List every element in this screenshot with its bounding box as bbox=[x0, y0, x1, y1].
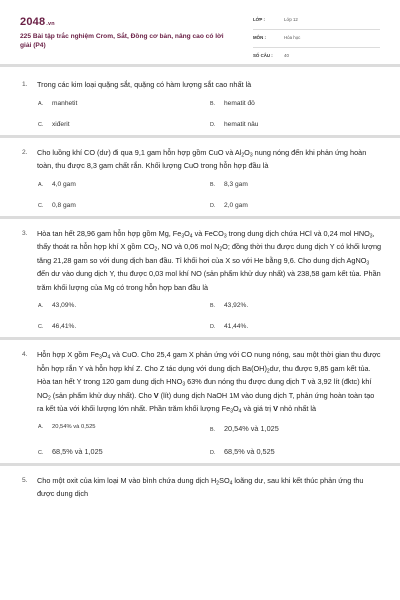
option-text: 4,0 gam bbox=[52, 180, 76, 188]
question-1 bbox=[0, 70, 400, 138]
option-text: 68,5% và 1,025 bbox=[52, 446, 103, 456]
question-number: 3. bbox=[22, 229, 28, 237]
option-text: 20,54% và 0,525 bbox=[52, 423, 96, 430]
question-number: 4. bbox=[22, 351, 28, 358]
option-text: 43,92%. bbox=[224, 302, 249, 309]
option-text: 0,8 gam bbox=[52, 201, 76, 209]
logo-text: 2048 bbox=[20, 16, 46, 28]
meta-value: 40 bbox=[284, 53, 289, 58]
option-letter: A. bbox=[38, 181, 44, 188]
answer-options bbox=[22, 302, 382, 330]
option-text: xiđerit bbox=[52, 120, 70, 128]
question-text: Trong các kim loại quặng sắt, quặng có hàm lượng sắt cao nhất là bbox=[37, 80, 252, 89]
answer-option-c[interactable] bbox=[38, 323, 210, 330]
question-number: 5. bbox=[22, 476, 28, 484]
answer-option-d[interactable] bbox=[210, 121, 382, 128]
option-letter: A. bbox=[38, 100, 44, 107]
meta-value: Lớp 12 bbox=[284, 17, 298, 22]
option-letter: D. bbox=[210, 121, 216, 128]
meta-label: LỚP : bbox=[253, 17, 265, 22]
answer-option-b[interactable] bbox=[210, 302, 382, 309]
answer-option-d[interactable] bbox=[210, 447, 382, 456]
meta-label: SỐ CÂU : bbox=[253, 53, 273, 58]
question-row bbox=[22, 474, 382, 501]
option-text: manhetit bbox=[52, 99, 78, 107]
option-text: 68,5% và 0,525 bbox=[224, 446, 275, 456]
option-letter: D. bbox=[210, 449, 216, 456]
option-text: 8,3 gam bbox=[224, 180, 248, 188]
option-text: 2,0 gam bbox=[224, 201, 248, 209]
answer-options bbox=[22, 181, 382, 209]
question-row bbox=[22, 348, 382, 416]
meta-row-subject bbox=[253, 33, 380, 48]
question-row bbox=[22, 78, 382, 92]
option-text: hematit đỏ bbox=[224, 99, 255, 107]
option-letter: B. bbox=[210, 100, 216, 107]
answer-option-c[interactable] bbox=[38, 202, 210, 209]
question-row bbox=[22, 146, 382, 173]
question-2 bbox=[0, 138, 400, 219]
answer-option-d[interactable] bbox=[210, 323, 382, 330]
option-text: 20,54% và 1,025 bbox=[224, 423, 279, 433]
header bbox=[0, 0, 400, 64]
answer-option-b[interactable] bbox=[210, 424, 382, 433]
question-3 bbox=[0, 219, 400, 341]
option-letter: A. bbox=[38, 423, 44, 430]
logo-suffix: .vn bbox=[46, 21, 55, 27]
question-4 bbox=[0, 340, 400, 466]
option-letter: C. bbox=[38, 324, 44, 330]
meta-label: MÔN : bbox=[253, 35, 266, 40]
answer-option-c[interactable] bbox=[38, 447, 210, 456]
option-letter: B. bbox=[210, 181, 216, 188]
option-letter: A. bbox=[38, 303, 44, 309]
question-number: 2. bbox=[22, 148, 28, 156]
option-letter: C. bbox=[38, 121, 44, 128]
meta-value: Hóa học bbox=[284, 35, 301, 40]
site-logo[interactable] bbox=[20, 16, 55, 28]
option-text: 41,44%. bbox=[224, 323, 249, 330]
option-letter: B. bbox=[210, 426, 216, 433]
question-text: Hỗn hợp X gồm $Fe_3O_4$ và CuO. Cho 25,4 gam X phản ứng với CO nung nóng, sau một thời gian thu được hỗn hợp rắn Y và hỗn hợp khí Z. Cho Z tác dụng với dung dịch $Ba(OH)_2dư$, thu được 9,85 gam kết tủa. Hòa tan hết Y trong 120 gam dung dịch $HNO_3$ 63% đun nóng thu được dung dịch T và 3,92 lít (đktc) khí $NO_2$ (sản phẩm khử duy nhất). Cho V (lít) dung dịch NaOH 1M vào dung dịch T, phản ứng hoàn toàn tạo ra kết tủa với khối lượng lớn nhất. Phần trăm khối lượng $Fe_3O_4$ và giá trị V nhỏ nhất là bbox=[37, 350, 381, 415]
option-letter: D. bbox=[210, 324, 216, 330]
answer-option-a[interactable] bbox=[38, 181, 210, 188]
option-letter: B. bbox=[210, 303, 216, 309]
answer-option-a[interactable] bbox=[38, 302, 210, 309]
answer-option-c[interactable] bbox=[38, 121, 210, 128]
answer-option-d[interactable] bbox=[210, 202, 382, 209]
answer-options bbox=[22, 424, 382, 456]
question-5 bbox=[0, 466, 400, 508]
answer-option-a[interactable] bbox=[38, 424, 210, 433]
answer-options bbox=[22, 100, 382, 128]
question-number: 1. bbox=[22, 81, 28, 88]
question-list bbox=[0, 70, 400, 508]
question-row bbox=[22, 227, 382, 295]
option-text: 43,09%. bbox=[52, 302, 77, 309]
question-text: Hòa tan hết 28,96 gam hỗn hợp gồm Mg, $Fe_3O_4$ và FeCO$_3$ trong dung dịch chứa HCl và 0,24 mol $HNO_3$, thấy thoát ra hỗn hợp khí X gồm $CO_2$, NO và 0,06 mol $N_2O$; đồng thời thu được dung dịch Y có khối lượng tăng 21,28 gam so với dung dịch ban đầu. Tỉ khối hơi của X so với He bằng 9,6. Cho dung dịch AgNO$_3$ đến dư vào dung dịch Y, thu được 0,03 mol khí NO (sản phẩm khử duy nhất) và 238,58 gam kết tủa. Phần trăm khối lượng của Mg có trong hỗn hợp ban đầu là bbox=[37, 228, 382, 292]
option-text: 46,41%. bbox=[52, 323, 77, 330]
answer-option-b[interactable] bbox=[210, 181, 382, 188]
option-letter: C. bbox=[38, 202, 44, 209]
question-text: Cho luồng khí CO (dư) đi qua 9,1 gam hỗn hợp gồm CuO và $Al_2O_3$ nung nóng đến khi phản ứng hoàn toàn, thu được 8,3 gam chất rắn. Khối lượng CuO trong hỗn hợp đầu là bbox=[37, 147, 367, 170]
question-text: Cho một oxit của kim loại M vào bình chứa dung dịch $H_2SO_4$ loãng dư, sau khi kết thúc phản ứng thu được dung dịch bbox=[37, 475, 364, 498]
option-letter: C. bbox=[38, 449, 44, 456]
header-divider bbox=[0, 64, 400, 67]
answer-option-a[interactable] bbox=[38, 100, 210, 107]
meta-row-grade bbox=[253, 15, 380, 30]
answer-option-b[interactable] bbox=[210, 100, 382, 107]
document-title: 225 Bài tập trắc nghiệm Crom, Sắt, Đồng cơ bản, nâng cao có lời giải (P4) bbox=[20, 33, 224, 49]
option-text: hematit nâu bbox=[224, 120, 259, 128]
meta-panel bbox=[253, 15, 380, 69]
option-letter: D. bbox=[210, 202, 216, 209]
